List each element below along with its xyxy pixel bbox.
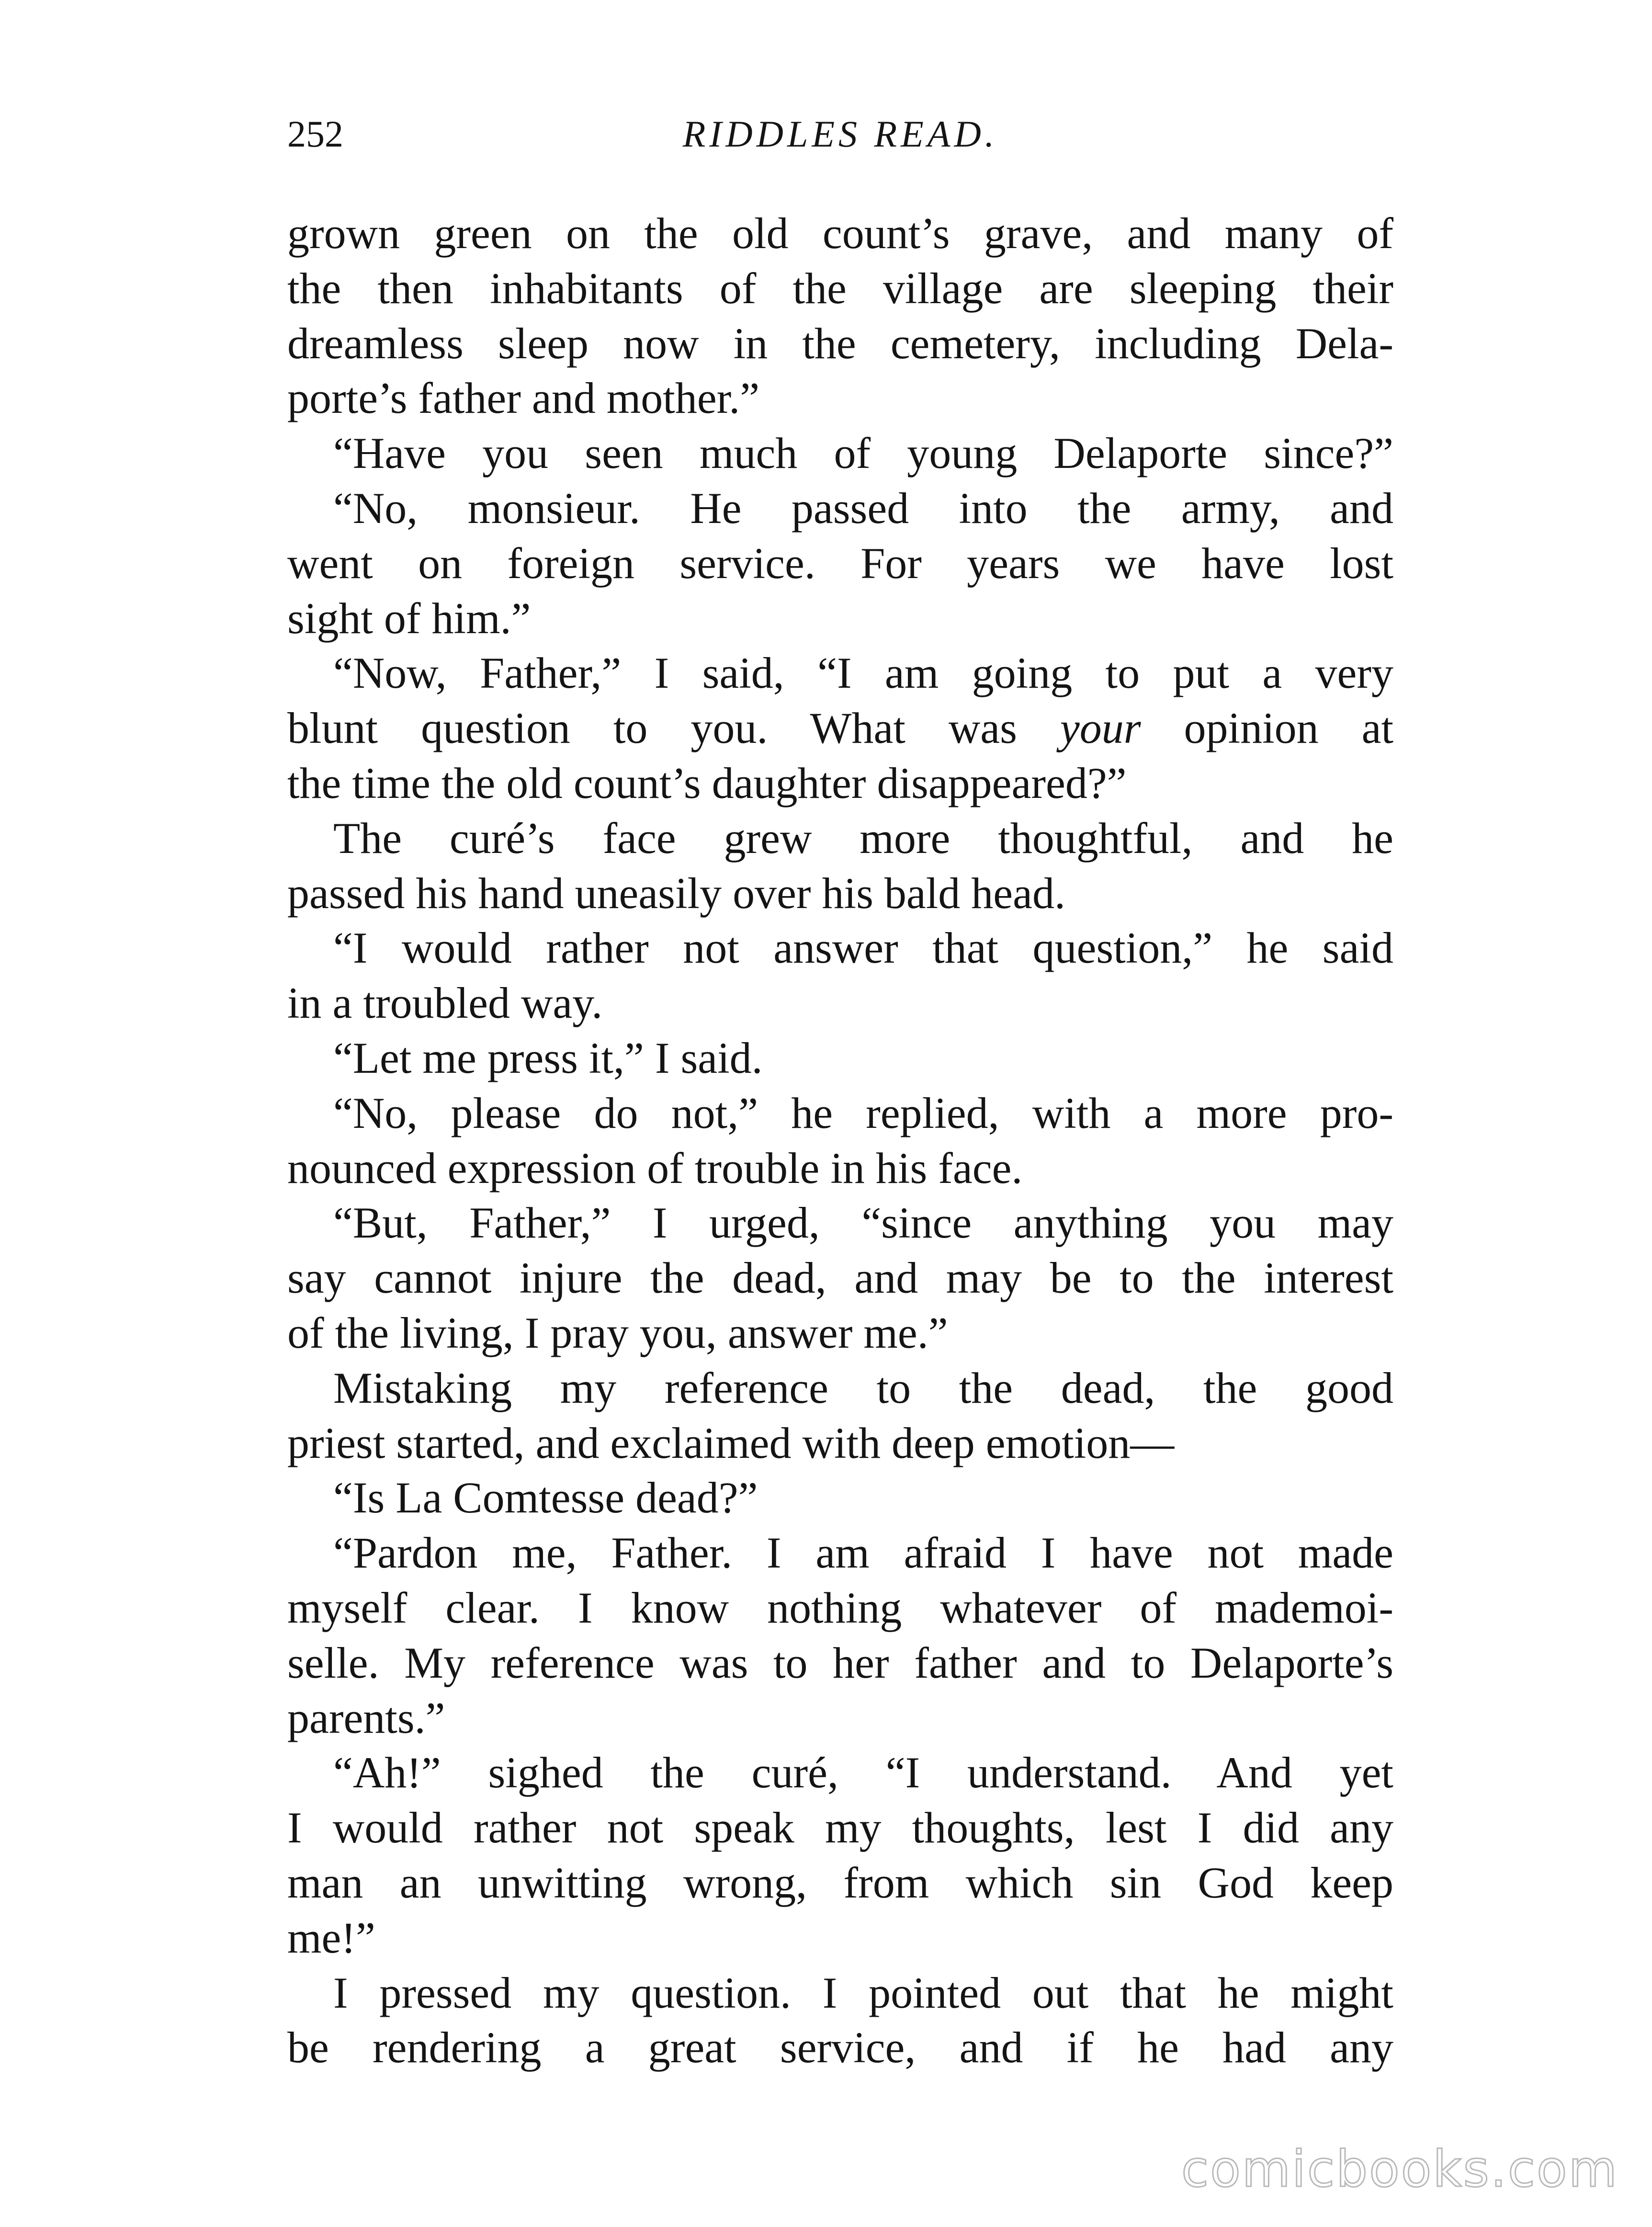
- text-line: nounced expression of trouble in his face.: [287, 1143, 1023, 1193]
- text-line: be rendering a great service, and if he had any: [287, 2023, 1393, 2072]
- body-text: [287, 206, 1393, 2075]
- text-line: porte’s father and mother.”: [287, 374, 760, 423]
- text-line: grown green on the old count’s grave, and many of: [287, 209, 1393, 258]
- text-line: selle. My reference was to her father and to Delaporte’s: [287, 1638, 1393, 1687]
- text-line: in a troubled way.: [287, 978, 603, 1028]
- running-head: [287, 108, 1393, 160]
- running-title: RIDDLES READ.: [682, 113, 998, 155]
- text-line: say cannot injure the dead, and may be to the interest: [287, 1253, 1393, 1303]
- text-line: the then inhabitants of the village are sleeping their: [287, 263, 1393, 313]
- text-line: sight of him.”: [287, 593, 531, 643]
- text-line: Mistaking my reference to the dead, the good: [333, 1363, 1393, 1412]
- text-line: passed his hand uneasily over his bald head.: [287, 868, 1065, 918]
- text-line: “No, please do not,” he replied, with a more pro-: [333, 1088, 1393, 1137]
- text-line: priest started, and exclaimed with deep emotion—: [287, 1418, 1175, 1467]
- text-line: blunt question to you. What was your opinion at: [287, 704, 1393, 753]
- text-line: “Is La Comtesse dead?”: [333, 1473, 758, 1523]
- text-line: dreamless sleep now in the cemetery, including Dela-: [287, 318, 1393, 368]
- text-line: “I would rather not answer that question,” he said: [333, 923, 1393, 973]
- text-line: “Ah!” sighed the curé, “I understand. And yet: [333, 1748, 1393, 1797]
- text-line: “Now, Father,” I said, “I am going to put a very: [333, 648, 1393, 698]
- text-line: went on foreign service. For years we have lost: [287, 538, 1393, 588]
- text-line: I pressed my question. I pointed out that he might: [333, 1968, 1393, 2017]
- text-line: of the living, I pray you, answer me.”: [287, 1308, 948, 1357]
- text-line: myself clear. I know nothing whatever of mademoi-: [287, 1583, 1393, 1632]
- text-line: “Let me press it,” I said.: [333, 1033, 763, 1082]
- text-line: me!”: [287, 1913, 375, 1962]
- text-line: “Have you seen much of young Delaporte since?”: [333, 429, 1393, 478]
- text-line: the time the old count’s daughter disappeared?”: [287, 758, 1127, 807]
- text-line: “No, monsieur. He passed into the army, and: [333, 483, 1393, 533]
- emphasis-word: your: [1060, 704, 1141, 753]
- text-line: I would rather not speak my thoughts, lest I did any: [287, 1803, 1393, 1852]
- text-line: “But, Father,” I urged, “since anything you may: [333, 1198, 1393, 1248]
- page-number: 252: [287, 113, 343, 155]
- text-line: parents.”: [287, 1693, 445, 1742]
- text-line: man an unwitting wrong, from which sin God keep: [287, 1858, 1393, 1907]
- text-line: The curé’s face grew more thoughtful, and he: [333, 813, 1393, 863]
- watermark: comicbooks.com: [1181, 2140, 1618, 2198]
- text-line: “Pardon me, Father. I am afraid I have not made: [333, 1528, 1393, 1578]
